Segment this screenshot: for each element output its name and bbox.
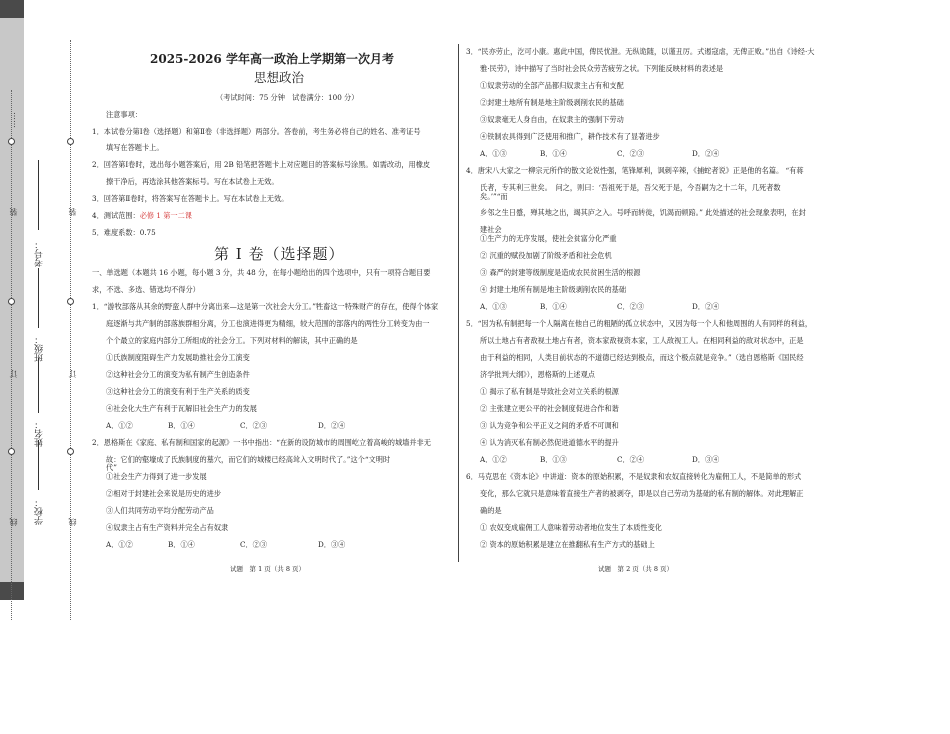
question-stem-line: 6．马克思在《资本论》中讲道：资本的原始积累，不是奴隶和农奴直接转化为雇佣工人，不是简单的形式 <box>466 472 802 481</box>
difficulty: 5．难度系数：0.75 <box>92 228 156 237</box>
answer-choice[interactable]: C．②③ <box>240 421 268 430</box>
answer-choice[interactable]: B．①④ <box>540 149 567 158</box>
note-line: 擦干净后，再选涂其他答案标号。写在本试卷上无效。 <box>106 177 279 186</box>
question-option: ②这种社会分工的演变为私有制产生创造条件 <box>106 370 250 379</box>
answer-choice[interactable]: A．①② <box>106 540 133 549</box>
strip-bottom-block <box>0 582 24 600</box>
question-stem-line: 庭逐渐与共产制的部落族群相分离，分工也演进得更为精细，较大范围的部落内的两性分工转变为由一 <box>106 319 430 328</box>
name-line[interactable] <box>38 358 39 413</box>
question-stem-line: 4．唐宋八大家之一柳宗元所作的散文论说性强，笔锋犀利，讽刺辛辣，《捕蛇者说》正是他的名篇。 “有蒋 <box>466 166 804 175</box>
question-option: ①社会生产力得到了进一步发展 <box>106 472 207 481</box>
answer-choice[interactable]: B．①④ <box>540 302 567 311</box>
fold-mark-bottom: 线 <box>68 518 77 526</box>
name-label: 姓名： <box>35 420 45 447</box>
question-option: ② 主张建立更公平的社会制度促进合作和谐 <box>480 404 619 413</box>
binding-hole <box>8 138 15 145</box>
question-stem-line: 由于利益的相同，人类目前状态的不道德已经达到极点，而这个极点就是竞争。”（选自恩格斯《国民经 <box>480 353 804 362</box>
note-line: 填写在答题卡上。 <box>106 143 164 152</box>
answer-choice[interactable]: B．①④ <box>168 540 195 549</box>
inner-dotted-line <box>70 40 71 620</box>
question-option: ①生产力的无序发展，使社会贫富分化严重 <box>480 234 617 243</box>
question-stem-line: 故：它们的壑壕成了氏族制度的墓穴，而它们的城楼已经高耸入文明时代了。”这个“文明时 <box>106 455 391 464</box>
page-footer-left: 试题 第 1 页（共 8 页） <box>230 565 306 573</box>
school-line[interactable] <box>38 440 39 490</box>
school-label: 学校： <box>35 498 45 525</box>
answer-choice[interactable]: B．①④ <box>168 421 195 430</box>
question-option: ③ 认为竞争和公平正义之间的矛盾不可调和 <box>480 421 619 430</box>
question-option: ①氏族制度阻碍生产力发展助推社会分工演变 <box>106 353 250 362</box>
strip-top-block <box>0 0 24 18</box>
question-stem-line: 建社会 <box>480 225 502 234</box>
question-stem-line: 3．“民亦劳止，汔可小康。惠此中国，俾民忧泄。无纵诡随，以谨丑厉。式遏寇虐，无俾正败。”出自《诗经·大 <box>466 47 815 56</box>
class-line[interactable] <box>38 268 39 328</box>
notes-heading: 注意事项： <box>106 110 142 119</box>
question-option: ③人们共同劳动平均分配劳动产品 <box>106 506 214 515</box>
test-range-value: 必修 1 第一二课 <box>139 211 192 220</box>
outer-dotted-line <box>11 90 12 620</box>
class-label: 班级： <box>35 335 45 362</box>
question-option: ② 资本的原始积累是建立在推翻私有生产方式的基础上 <box>480 540 655 549</box>
exam-title: 2025-2026 学年高一政治上学期第一次月考 <box>150 52 394 66</box>
answer-choice[interactable]: D．③④ <box>318 540 346 549</box>
answer-choice[interactable]: D．②④ <box>692 149 720 158</box>
question-option: ④ 封建土地所有制是地主阶级剥削农民的基础 <box>480 285 627 294</box>
question-stem-line: 2．恩格斯在《家庭、私有制和国家的起源》一书中指出：“在新的设防城市的周围屹立着高峻的城墙并非无 <box>92 438 431 447</box>
answer-choice[interactable]: D．②④ <box>692 302 720 311</box>
question-stem-line: 济学批判大纲》），恩格斯的上述观点 <box>480 370 595 379</box>
question-stem-line: 雅·民劳》，诗中描写了当时社会民众劳苦疲劳之状。下列能反映材料的表述是 <box>480 64 724 73</box>
fold-mark: …… <box>8 112 17 128</box>
question-option: ②相对于封建社会来说是历史的进步 <box>106 489 222 498</box>
question-stem-line: 变化，那么它就只是意味着直接生产者的被剥夺，即是以自己劳动为基础的私有制的解体。对此理解正 <box>480 489 804 498</box>
test-range <box>92 211 192 221</box>
answer-choice[interactable]: D．③④ <box>692 455 720 464</box>
binding-hole <box>67 298 74 305</box>
page-footer-right: 试题 第 2 页（共 8 页） <box>598 565 674 573</box>
answer-choice[interactable]: A．①③ <box>480 302 507 311</box>
subject-title: 思想政治 <box>254 70 305 85</box>
test-range-label: 4．测试范围： <box>92 211 140 220</box>
question-option: ④奴隶主占有生产资料并完全占有奴隶 <box>106 523 229 532</box>
question-stem-line: 5．“因为私有制把每一个人隔离在他自己的粗陋的孤立状态中，又因为每一个人和他周围的人有同样的利益， <box>466 319 813 328</box>
answer-choice[interactable]: A．①③ <box>480 149 507 158</box>
column-divider <box>458 44 459 562</box>
answer-choice[interactable]: C．②④ <box>617 455 645 464</box>
question-option: ② 沉重的赋役加剧了阶级矛盾和社会危机 <box>480 251 612 260</box>
question-option: ④社会化大生产有利于瓦解旧社会生产力的发展 <box>106 404 257 413</box>
instruction-line: 一、单选题（本题共 16 小题，每小题 3 分，共 48 分，在每小题给出的四个选项中，只有一项符合题目要 <box>92 268 431 277</box>
binding-hole <box>67 448 74 455</box>
question-stem-line: 1．“游牧部落从其余的野蛮人群中分离出来—这是第一次社会大分工。”牲畜这一特殊财产的存在，使得个体家 <box>92 302 439 311</box>
answer-choice[interactable]: A．①② <box>106 421 133 430</box>
question-stem-line: 代” <box>106 463 117 472</box>
question-stem-line: 确的是 <box>480 506 502 515</box>
note-line: 2．回答第Ⅰ卷时，选出每小题答案后，用 2B 铅笔把答题卡上对应题目的答案标号涂黑。如需改动，用橡皮 <box>92 160 431 169</box>
exam-no-label: 考号： <box>35 240 45 267</box>
question-option: ①奴隶劳动的全部产品都归奴隶主占有和支配 <box>480 81 624 90</box>
question-option: ③这种社会分工的演变有利于生产关系的质变 <box>106 387 250 396</box>
question-option: ④ 认为消灭私有制必然促进道德水平的提升 <box>480 438 619 447</box>
question-stem-line: 个个最立的家庭内部分工所组成的社会分工。下列对材料的解读，其中正确的是 <box>106 336 358 345</box>
fold-mark-mid: 订 <box>9 370 18 378</box>
fold-mark-mid: 订 <box>68 370 77 378</box>
exam-time-info: （考试时间：75 分钟 试卷满分：100 分） <box>216 93 359 102</box>
note-line: 1．本试卷分第Ⅰ卷（选择题）和第Ⅱ卷（非选择题）两部分。答卷前，考生务必将自己的姓名、准考证号 <box>92 127 421 136</box>
question-option: ① 农奴变成雇佣工人意味着劳动者地位发生了本质性变化 <box>480 523 662 532</box>
answer-choice[interactable]: D．②④ <box>318 421 346 430</box>
answer-choice[interactable]: A．①② <box>480 455 507 464</box>
question-option: ③奴隶毫无人身自由，在奴隶主的强制下劳动 <box>480 115 624 124</box>
answer-choice[interactable]: C．②③ <box>240 540 268 549</box>
section-title: 第 I 卷（选择题） <box>214 245 345 263</box>
question-stem-line: 矣。’”“而 <box>480 192 508 201</box>
instruction-line: 求，不选、多选、错选均不得分） <box>92 285 200 294</box>
answer-choice[interactable]: C．②③ <box>617 149 645 158</box>
binding-hole <box>8 448 15 455</box>
note-line: 3．回答第Ⅱ卷时，将答案写在答题卡上。写在本试卷上无效。 <box>92 194 289 203</box>
question-option: ③ 森严的封建等级制度是造成农民贫困生活的根源 <box>480 268 641 277</box>
question-option: ① 揭示了私有制是导致社会对立关系的根源 <box>480 387 619 396</box>
answer-choice[interactable]: C．②③ <box>617 302 645 311</box>
fold-mark-top: 装 <box>68 208 77 216</box>
question-stem-line: 乡邻之生日蹙，殚其地之出，竭其庐之入。号呼而转徙，饥渴而顿踣。” 此处描述的社会现象表明，在封 <box>480 208 806 217</box>
question-stem-line: 所以土地占有者敌视土地占有者，资本家敌视资本家，工人敌视工人。在相同利益的敌对状态中，正是 <box>480 336 804 345</box>
answer-choice[interactable]: B．①③ <box>540 455 567 464</box>
question-option: ④铁制农具得到广泛使用和推广，耕作技术有了显著进步 <box>480 132 660 141</box>
exam-no-line[interactable] <box>38 160 39 230</box>
binding-hole <box>8 298 15 305</box>
fold-mark-top: 装 <box>9 208 18 216</box>
fold-mark-bottom: 线 <box>9 518 18 526</box>
binding-hole <box>67 138 74 145</box>
question-option: ②封建土地所有制是地主阶级剥削农民的基础 <box>480 98 624 107</box>
question-stem-line: 氏者，专其利三世矣。 问之，则曰：‘吾祖死于是，吾父死于是，今吾嗣为之十二年，几死者数 <box>480 183 781 192</box>
